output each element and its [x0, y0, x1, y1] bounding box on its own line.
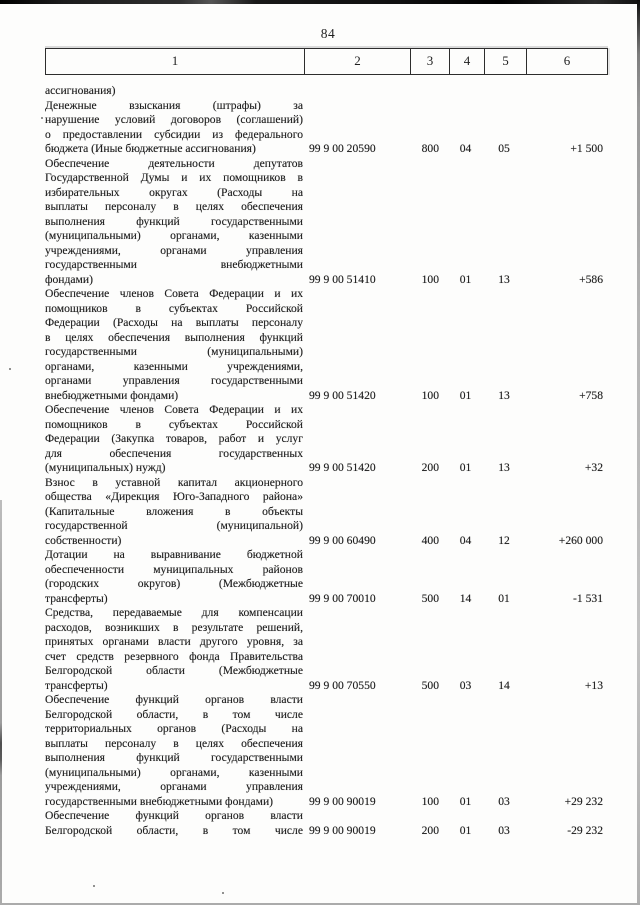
row-name-line: выплаты персоналу в целях обеспечения [45, 200, 303, 213]
row-name-line: Средства, передаваемые для компенсации [45, 606, 303, 619]
row-name-line: (муниципальных) нужд) [45, 461, 166, 474]
row-name-line: (Капитальные вложения в объекты [45, 504, 303, 518]
row-name [45, 693, 303, 809]
row-code: 99 9 00 70550 [309, 678, 376, 692]
row-name-line: Белгородской области (Межбюджетные [45, 664, 303, 677]
row-name-line: для обеспечения государственных [45, 446, 303, 460]
row-subsection: 05 [498, 142, 510, 155]
row-name-line: в целях обеспечения выполнения функций [45, 330, 303, 344]
row-section: 04 [459, 142, 472, 155]
row-code: 99 9 00 51420 [309, 388, 376, 402]
table-body [45, 84, 608, 838]
row-section: 01 [459, 461, 472, 474]
row-expense-type: 200 [421, 823, 439, 837]
row-name-line: Обеспечение членов Совета Федерации и их [45, 287, 303, 300]
scan-top-edge-artifact [0, 0, 640, 4]
row-section: 01 [459, 794, 472, 808]
row-name-line: бюджета (Иные бюджетные ассигнования) [45, 142, 256, 155]
row-expense-type: 100 [421, 388, 439, 402]
row-amount: -1 531 [573, 591, 603, 605]
row-expense-type: 100 [421, 794, 439, 808]
header-cell-2: 2 [304, 49, 410, 74]
row-name-line: (муниципальными) органами, казенными [45, 229, 303, 242]
row-section: 01 [459, 823, 472, 837]
row-name-line: учреждениями, органами управления [45, 243, 303, 257]
row-code: 99 9 00 90019 [309, 794, 376, 808]
row-name-line: Белгородской области, в том числе [45, 823, 303, 837]
row-name-line: Обеспечение функций органов власти [45, 809, 303, 822]
row-code: 99 9 00 60490 [309, 533, 376, 547]
row-name-line: выплаты персоналу в целях обеспечения [45, 736, 303, 750]
row-section: 04 [459, 533, 472, 547]
row-amount: +1 500 [570, 142, 603, 155]
row-name-line: органами управления государственными [45, 374, 303, 387]
row-amount: +13 [584, 678, 603, 692]
row-section: 01 [459, 388, 472, 402]
row-name-line: Дотации на выравнивание бюджетной [45, 548, 303, 561]
row-code: 99 9 00 51420 [309, 461, 376, 474]
row-name-line: выполнения функций государственными [45, 751, 303, 764]
header-cell-1: 1 [171, 53, 179, 68]
row-name-line: государственными внебюджетными [45, 258, 303, 271]
row-expense-type: 200 [421, 461, 439, 474]
row-name-line: учреждениями, органами управления [45, 780, 303, 793]
header-cell-5: 5 [484, 49, 526, 74]
row-amount: +32 [584, 461, 603, 474]
row-name-line: государственными внебюджетными фондами) [45, 794, 274, 808]
row-name-line: общества «Дирекция Юго-Западного района» [45, 490, 303, 503]
table-header [45, 48, 608, 75]
row-expense-type: 400 [421, 533, 439, 547]
table-row [45, 548, 608, 606]
row-name-line: помощников в субъектах Российской [45, 301, 303, 315]
scan-noise-dot [222, 892, 224, 894]
row-subsection: 01 [498, 591, 510, 605]
row-name-line: органами, казенными учреждениями, [45, 359, 303, 373]
row-name [45, 476, 303, 549]
row-name-line: Федерации (Расходы на выплаты персоналу [45, 316, 303, 329]
row-name-line: государственной (муниципальной) [45, 519, 303, 532]
row-name-line: (городских округов) (Межбюджетные [45, 577, 303, 590]
row-expense-type: 100 [421, 272, 439, 286]
row-code: 99 9 00 20590 [309, 142, 376, 155]
row-name-line: трансферты) [45, 591, 108, 605]
row-name-line: Взнос в уставной капитал акционерного [45, 475, 303, 489]
row-name-line: территориальных органов (Расходы на [45, 722, 303, 735]
row-name-line: Обеспечение функций органов власти [45, 693, 303, 706]
row-amount: +260 000 [558, 533, 603, 547]
row-subsection: 13 [498, 461, 510, 474]
row-amount: +586 [579, 272, 603, 286]
row-subsection: 12 [498, 533, 510, 547]
row-name-line: Федерации (Закупка товаров, работ и услуг [45, 432, 303, 445]
row-code: 99 9 00 70010 [309, 591, 376, 605]
scan-noise-dot [9, 368, 11, 370]
row-name [45, 548, 303, 606]
row-name-line: собственности) [45, 533, 122, 547]
row-subsection: 13 [498, 388, 510, 402]
continuation-line: ассигнования) [45, 84, 116, 97]
row-name-line: трансферты) [45, 678, 108, 692]
row-amount: +29 232 [564, 794, 603, 808]
scan-noise-dot [93, 885, 95, 887]
row-name [45, 99, 303, 157]
row-name [45, 403, 303, 476]
row-name-line: фондами) [45, 272, 93, 286]
row-amount: -29 232 [567, 823, 603, 837]
page-number: 84 [320, 26, 336, 41]
row-subsection: 14 [498, 678, 510, 692]
row-name-line: Денежные взыскания (штрафы) за [45, 98, 303, 112]
row-name-line: принятых органами власти другого уровня, за [45, 635, 303, 648]
scan-noise-dot [41, 117, 43, 119]
row-name-line: (муниципальными) органами, казенными [45, 765, 303, 779]
row-name-line: расходов, возникших в результате решений, [45, 620, 303, 634]
table-row [45, 809, 608, 838]
row-expense-type: 500 [421, 591, 439, 605]
row-name-line: помощников в субъектах Российской [45, 417, 303, 431]
row-name-line: нарушение условий договоров (соглашений) [45, 113, 303, 126]
row-name-line: Обеспечение членов Совета Федерации и их [45, 403, 303, 416]
row-expense-type: 800 [421, 142, 439, 155]
table-row [45, 157, 608, 288]
row-section: 03 [459, 678, 472, 692]
row-name [45, 157, 303, 288]
row-name-line: внебюджетными фондами) [45, 388, 179, 402]
row-name [45, 287, 303, 403]
header-cell-3: 3 [410, 49, 449, 74]
row-code: 99 9 00 90019 [309, 823, 376, 837]
row-subsection: 03 [498, 823, 510, 837]
row-subsection: 13 [498, 272, 510, 286]
row-amount: +758 [579, 388, 603, 402]
row-name-line: Белгородской области, в том числе [45, 707, 303, 721]
table-row [45, 287, 608, 403]
table-row [45, 693, 608, 809]
scan-left-edge-artifact [0, 500, 2, 905]
table-row [45, 403, 608, 476]
table-row [45, 476, 608, 549]
row-name-line: Государственной Думы и их помощников в [45, 171, 303, 184]
row-name [45, 809, 303, 838]
row-code: 99 9 00 51410 [309, 272, 376, 286]
row-name [45, 606, 303, 693]
row-name-line: избирательных округах (Расходы на [45, 185, 303, 199]
header-cell-4: 4 [449, 49, 484, 74]
row-name-line: государственными (муниципальными) [45, 345, 303, 358]
row-name-line: о предоставлении субсидии из федерального [45, 127, 303, 141]
row-section: 14 [459, 591, 472, 605]
row-name-line: счет средств резервного фонда Правительства [45, 649, 303, 663]
header-cell-6: 6 [526, 49, 607, 74]
table-row [45, 606, 608, 693]
row-name-line: выполнения функций государственными [45, 214, 303, 228]
table-row [45, 99, 608, 157]
row-section: 01 [459, 272, 472, 286]
row-name-line: Обеспечение деятельности депутатов [45, 156, 303, 170]
row-expense-type: 500 [421, 678, 439, 692]
row-name-line: обеспеченности муниципальных районов [45, 562, 303, 576]
row-subsection: 03 [498, 794, 510, 808]
